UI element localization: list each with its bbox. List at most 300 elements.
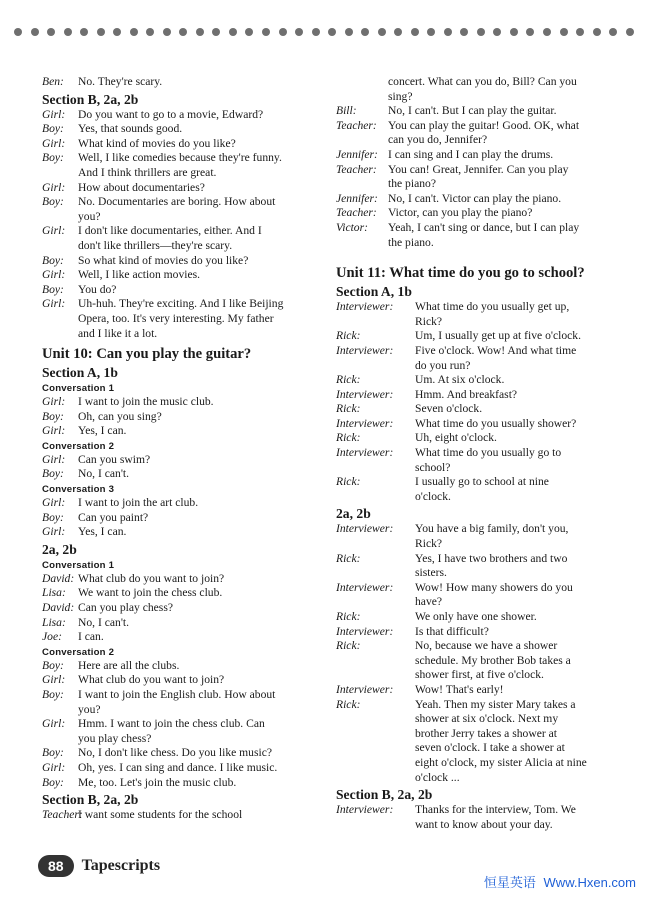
speaker-label: Girl: xyxy=(42,107,66,121)
border-dot xyxy=(80,28,88,36)
border-dot xyxy=(493,28,501,36)
dialogue-text: I want to join the English club. How about xyxy=(78,688,276,701)
watermark-cn: 恒星英语 xyxy=(483,875,536,890)
speaker-label: Girl: xyxy=(42,424,66,438)
dialogue-text: Uh-huh. They're exciting. And I like Beijing xyxy=(78,297,284,311)
dialogue-line xyxy=(336,133,612,148)
dialogue-text: I don't like documentaries, either. And I xyxy=(78,224,262,238)
dialogue-text: Rick? xyxy=(415,314,443,328)
border-dot xyxy=(543,28,551,36)
dialogue-text: What time do you usually go to xyxy=(415,446,562,460)
dialogue-line xyxy=(336,581,612,596)
conversation-heading: Conversation 3 xyxy=(42,484,115,496)
dialogue-line xyxy=(42,496,307,511)
speaker-label: Boy: xyxy=(42,195,64,209)
dialogue-text: eight o'clock, my sister Alicia at nine xyxy=(415,755,587,769)
speaker-label: Interviewer: xyxy=(336,580,394,594)
speaker-label xyxy=(42,166,78,181)
dialogue-line xyxy=(42,210,307,225)
dialogue-line xyxy=(336,236,612,251)
dialogue-line xyxy=(336,654,612,669)
border-dot xyxy=(64,28,72,36)
speaker-label: Boy: xyxy=(42,122,64,136)
dialogue-line xyxy=(42,659,307,674)
dialogue-text: No, I can't. Victor can play the piano. xyxy=(388,191,562,205)
dialogue-line xyxy=(336,315,612,330)
speaker-label xyxy=(336,654,415,669)
speaker-label: Boy: xyxy=(42,775,64,789)
dialogue-text: Oh, yes. I can sing and dance. I like music. xyxy=(78,760,278,774)
dialogue-text: Rick? xyxy=(415,537,443,551)
speaker-label: Boy: xyxy=(42,658,64,672)
speaker-label: Girl: xyxy=(42,717,66,731)
border-dot xyxy=(411,28,419,36)
dialogue-line xyxy=(42,108,307,123)
border-dot xyxy=(262,28,270,36)
dialogue-line xyxy=(336,552,612,567)
left-column xyxy=(42,75,307,823)
dialogue-text: What club do you want to join? xyxy=(78,673,225,687)
dialogue-line xyxy=(42,122,307,137)
speaker-label xyxy=(42,239,78,254)
border-dot xyxy=(229,28,237,36)
dialogue-text: Um. At six o'clock. xyxy=(415,373,505,387)
speaker-label xyxy=(336,727,415,742)
dialogue-text: Thanks for the interview, Tom. We xyxy=(415,803,576,817)
speaker-label xyxy=(336,595,415,610)
dialogue-text: Yes, I can. xyxy=(78,424,127,438)
dialogue-line xyxy=(42,572,307,587)
border-dot xyxy=(295,28,303,36)
dialogue-line xyxy=(336,221,612,236)
dialogue-text: Yes, I have two brothers and two xyxy=(415,551,568,565)
dialogue-text: Yeah. Then my sister Mary takes a xyxy=(415,697,576,711)
dialogue-text: What time do you usually shower? xyxy=(415,416,577,430)
border-dot xyxy=(130,28,138,36)
conversation-heading: Conversation 2 xyxy=(42,440,115,452)
dialogue-text: Here are all the clubs. xyxy=(78,658,180,672)
speaker-label: Rick: xyxy=(336,402,361,416)
speaker-label: Girl: xyxy=(42,136,66,150)
dialogue-line xyxy=(42,224,307,239)
section-heading: Section B, 2a, 2b xyxy=(42,91,139,107)
speaker-label xyxy=(336,461,415,476)
dialogue-line xyxy=(42,312,307,327)
speaker-label: Boy: xyxy=(42,688,64,701)
dialogue-line xyxy=(336,537,612,552)
dialogue-text: No, I can't. xyxy=(78,615,130,629)
dialogue-text: No. They're scary. xyxy=(78,75,163,88)
page-number: 88 xyxy=(38,855,74,877)
section-heading: 2a, 2b xyxy=(42,541,77,557)
unit-heading: Unit 10: Can you play the guitar? xyxy=(42,346,252,363)
dialogue-text: shower at six o'clock. Next my xyxy=(415,712,559,726)
speaker-label: Rick: xyxy=(336,610,361,623)
speaker-label: Girl: xyxy=(42,268,66,282)
speaker-label xyxy=(336,566,415,581)
dialogue-line xyxy=(42,808,307,823)
dialogue-text: I want some students for the school xyxy=(78,808,243,822)
speaker-label xyxy=(336,133,388,148)
border-dot xyxy=(609,28,617,36)
dialogue-text: Five o'clock. Wow! And what time xyxy=(415,343,577,357)
dialogue-line xyxy=(42,601,307,616)
border-dot xyxy=(97,28,105,36)
right-column xyxy=(336,75,612,832)
dialogue-line xyxy=(42,453,307,468)
speaker-label: Rick: xyxy=(336,329,361,343)
dialogue-line xyxy=(42,283,307,298)
border-dot xyxy=(510,28,518,36)
dialogue-text: Hmm. I want to join the chess club. Can xyxy=(78,717,265,731)
speaker-label xyxy=(336,315,415,330)
dialogue-line xyxy=(336,698,612,713)
dialogue-text: you? xyxy=(78,702,101,716)
border-dot xyxy=(444,28,452,36)
dialogue-line xyxy=(336,727,612,742)
border-dot xyxy=(179,28,187,36)
dialogue-line xyxy=(42,717,307,732)
speaker-label: Girl: xyxy=(42,297,66,311)
speaker-label xyxy=(336,75,388,90)
watermark xyxy=(480,872,636,891)
speaker-label: Teacher: xyxy=(336,118,377,132)
border-dot xyxy=(378,28,386,36)
section-heading: Section B, 2a, 2b xyxy=(42,792,139,808)
speaker-label xyxy=(42,327,78,342)
speaker-label xyxy=(42,210,78,225)
dialogue-line xyxy=(42,151,307,166)
dialogue-text: have? xyxy=(415,595,443,609)
dialogue-line xyxy=(336,206,612,221)
speaker-label: Rick: xyxy=(336,475,361,489)
speaker-label: Interviewer: xyxy=(336,416,394,430)
border-dot xyxy=(196,28,204,36)
dialogue-line xyxy=(42,75,307,90)
border-dot xyxy=(593,28,601,36)
speaker-label: Rick: xyxy=(336,639,361,653)
dialogue-line xyxy=(42,673,307,688)
dialogue-line xyxy=(42,746,307,761)
border-dot xyxy=(526,28,534,36)
dialogue-text: seven o'clock. I take a shower at xyxy=(415,741,565,755)
dialogue-text: Uh, eight o'clock. xyxy=(415,431,497,445)
dialogue-text: Well, I like comedies because they're funny. xyxy=(78,151,282,165)
dialogue-line xyxy=(336,475,612,490)
speaker-label: Girl: xyxy=(42,673,66,687)
dialogue-text: Well, I like action movies. xyxy=(78,268,201,282)
dialogue-line xyxy=(336,639,612,654)
unit-heading: Unit 11: What time do you go to school? xyxy=(336,265,585,282)
dialogue-text: You have a big family, don't you, xyxy=(415,522,569,536)
dialogue-text: don't like thrillers—they're scary. xyxy=(78,238,233,252)
dialogue-line xyxy=(336,344,612,359)
dialogue-line xyxy=(336,625,612,640)
dialogue-text: can you do, Jennifer? xyxy=(388,133,488,147)
dialogue-text: want to know about your day. xyxy=(415,817,553,831)
dialogue-line xyxy=(42,511,307,526)
speaker-label: Teacher: xyxy=(42,808,83,822)
dialogue-line xyxy=(42,239,307,254)
speaker-label: Joe: xyxy=(42,630,62,644)
dialogue-text: I usually go to school at nine xyxy=(415,475,549,489)
dialogue-line xyxy=(336,388,612,403)
section-heading: Section B, 2a, 2b xyxy=(336,787,433,803)
speaker-label: Rick: xyxy=(336,697,361,711)
dialogue-line xyxy=(42,467,307,482)
dialogue-text: No, I don't like chess. Do you like music? xyxy=(78,746,272,760)
top-dot-border xyxy=(14,28,634,38)
speaker-label: Boy: xyxy=(42,746,64,760)
border-dot xyxy=(345,28,353,36)
dialogue-text: No, I can't. But I can play the guitar. xyxy=(388,104,557,118)
dialogue-text: Hmm. And breakfast? xyxy=(415,387,518,401)
dialogue-line xyxy=(336,446,612,461)
speaker-label: Rick: xyxy=(336,373,361,387)
dialogue-line xyxy=(42,195,307,210)
dialogue-text: Yes, I can. xyxy=(78,525,127,539)
dialogue-text: So what kind of movies do you like? xyxy=(78,253,249,267)
dialogue-text: sing? xyxy=(388,89,413,103)
speaker-label: Boy: xyxy=(42,282,64,296)
dialogue-text: sisters. xyxy=(415,566,447,580)
dialogue-text: Yes, that sounds good. xyxy=(78,122,183,136)
speaker-label: Jennifer: xyxy=(336,147,378,161)
border-dot xyxy=(460,28,468,36)
dialogue-text: Yeah, I can't sing or dance, but I can play xyxy=(388,220,580,234)
dialogue-text: I want to join the art club. xyxy=(78,496,199,510)
dialogue-text: No, because we have a shower xyxy=(415,639,558,653)
speaker-label xyxy=(336,756,415,771)
dialogue-text: Victor, can you play the piano? xyxy=(388,206,533,220)
dialogue-text: And I think thrillers are great. xyxy=(78,165,217,179)
dialogue-text: and I like it a lot. xyxy=(78,326,158,340)
speaker-label xyxy=(336,359,415,374)
speaker-label xyxy=(336,771,415,786)
dialogue-text: o'clock. xyxy=(415,489,451,503)
speaker-label: Boy: xyxy=(42,467,64,481)
dialogue-text: Wow! How many showers do you xyxy=(415,580,573,594)
dialogue-line xyxy=(42,630,307,645)
dialogue-line xyxy=(42,424,307,439)
speaker-label: Girl: xyxy=(42,180,66,194)
dialogue-line xyxy=(336,402,612,417)
dialogue-text: the piano? xyxy=(388,177,436,191)
border-dot xyxy=(477,28,485,36)
dialogue-line xyxy=(336,75,612,90)
dialogue-text: You can! Great, Jennifer. Can you play xyxy=(388,162,569,176)
dialogue-line xyxy=(336,329,612,344)
dialogue-line xyxy=(336,431,612,446)
border-dot xyxy=(47,28,55,36)
dialogue-text: No. Documentaries are boring. How about xyxy=(78,195,276,209)
dialogue-text: Is that difficult? xyxy=(415,624,489,638)
speaker-label: Jennifer: xyxy=(336,191,378,205)
speaker-label: David: xyxy=(42,601,75,615)
dialogue-line xyxy=(42,395,307,410)
speaker-label: Girl: xyxy=(42,224,66,238)
dialogue-line xyxy=(42,297,307,312)
right-column-continuation xyxy=(336,75,612,250)
dialogue-line xyxy=(336,490,612,505)
speaker-label xyxy=(336,537,415,552)
dialogue-text: I can. xyxy=(78,630,104,644)
section-heading: 2a, 2b xyxy=(336,506,371,522)
dialogue-line xyxy=(336,417,612,432)
speaker-label: Interviewer: xyxy=(336,682,394,696)
dialogue-line xyxy=(336,771,612,786)
border-dot xyxy=(113,28,121,36)
border-dot xyxy=(328,28,336,36)
border-dot xyxy=(14,28,22,36)
dialogue-line xyxy=(42,688,307,703)
speaker-label xyxy=(336,741,415,756)
dialogue-line xyxy=(336,595,612,610)
speaker-label: David: xyxy=(42,571,75,585)
border-dot xyxy=(245,28,253,36)
speaker-label xyxy=(42,732,78,747)
dialogue-line xyxy=(42,525,307,540)
speaker-label: Girl: xyxy=(42,395,66,409)
speaker-label: Interviewer: xyxy=(336,522,394,536)
border-dot xyxy=(576,28,584,36)
dialogue-line xyxy=(336,373,612,388)
speaker-label: Girl: xyxy=(42,496,66,510)
speaker-label: Interviewer: xyxy=(336,343,394,357)
dialogue-line xyxy=(336,90,612,105)
dialogue-text: Seven o'clock. xyxy=(415,402,483,416)
dialogue-text: Can you swim? xyxy=(78,452,151,466)
dialogue-text: How about documentaries? xyxy=(78,180,205,194)
dialogue-line xyxy=(42,254,307,269)
dialogue-text: shower first, at five o'clock. xyxy=(415,668,544,682)
dialogue-text: We want to join the chess club. xyxy=(78,586,223,600)
dialogue-text: You can play the guitar! Good. OK, what xyxy=(388,118,580,132)
dialogue-text: What club do you want to join? xyxy=(78,571,225,585)
dialogue-line xyxy=(336,177,612,192)
dialogue-line xyxy=(336,104,612,119)
dialogue-text: do you run? xyxy=(415,358,471,372)
dialogue-text: We only have one shower. xyxy=(415,610,537,623)
dialogue-text: What kind of movies do you like? xyxy=(78,136,236,150)
dialogue-line xyxy=(336,300,612,315)
dialogue-text: You do? xyxy=(78,282,117,296)
dialogue-line xyxy=(336,668,612,683)
dialogue-text: Me, too. Let's join the music club. xyxy=(78,775,237,789)
dialogue-line xyxy=(336,803,612,818)
dialogue-text: What time do you usually get up, xyxy=(415,300,570,314)
right-column-unit-11 xyxy=(336,264,612,832)
border-dot xyxy=(146,28,154,36)
dialogue-line xyxy=(336,712,612,727)
speaker-label xyxy=(336,236,388,251)
speaker-label: Rick: xyxy=(336,431,361,445)
speaker-label: Lisa: xyxy=(42,586,66,600)
speaker-label: Boy: xyxy=(42,409,64,423)
dialogue-text: o'clock ... xyxy=(415,770,460,784)
dialogue-text: Can you paint? xyxy=(78,510,149,524)
dialogue-line xyxy=(42,166,307,181)
conversation-heading: Conversation 2 xyxy=(42,646,115,658)
border-dot xyxy=(279,28,287,36)
dialogue-text: schedule. My brother Bob takes a xyxy=(415,653,571,667)
dialogue-line xyxy=(336,163,612,178)
dialogue-line xyxy=(42,732,307,747)
dialogue-text: Wow! That's early! xyxy=(415,682,504,696)
speaker-label: Boy: xyxy=(42,253,64,267)
speaker-label: Interviewer: xyxy=(336,387,394,401)
footer-section-label: Tapescripts xyxy=(81,857,161,874)
dialogue-text: brother Jerry takes a shower at xyxy=(415,726,557,740)
speaker-label: Bill: xyxy=(336,104,357,118)
speaker-label: Interviewer: xyxy=(336,803,394,817)
speaker-label xyxy=(336,177,388,192)
dialogue-line xyxy=(336,683,612,698)
speaker-label xyxy=(336,90,388,105)
speaker-label: Rick: xyxy=(336,551,361,565)
speaker-label: Lisa: xyxy=(42,615,66,629)
dialogue-line xyxy=(336,741,612,756)
dialogue-line xyxy=(336,148,612,163)
dialogue-line xyxy=(42,616,307,631)
dialogue-text: school? xyxy=(415,460,451,474)
dialogue-line xyxy=(42,181,307,196)
dialogue-text: Oh, can you sing? xyxy=(78,409,162,423)
dialogue-text: Can you play chess? xyxy=(78,601,173,615)
dialogue-text: No, I can't. xyxy=(78,467,130,481)
speaker-label xyxy=(336,818,415,833)
dialogue-text: you? xyxy=(78,209,101,223)
dialogue-line xyxy=(42,410,307,425)
speaker-label: Interviewer: xyxy=(336,446,394,460)
speaker-label xyxy=(336,668,415,683)
dialogue-line xyxy=(336,610,612,625)
dialogue-line xyxy=(336,522,612,537)
dialogue-line xyxy=(336,756,612,771)
speaker-label: Boy: xyxy=(42,510,64,524)
dialogue-text: Do you want to go to a movie, Edward? xyxy=(78,107,264,121)
speaker-label: Teacher: xyxy=(336,162,377,176)
dialogue-line xyxy=(336,359,612,374)
conversation-heading: Conversation 1 xyxy=(42,383,115,395)
dialogue-text: Opera, too. It's very interesting. My father xyxy=(78,311,274,325)
conversation-heading: Conversation 1 xyxy=(42,559,115,571)
speaker-label: Girl: xyxy=(42,525,66,539)
dialogue-text: you play chess? xyxy=(78,731,152,745)
dialogue-line xyxy=(336,566,612,581)
border-dot xyxy=(560,28,568,36)
border-dot xyxy=(394,28,402,36)
speaker-label: Ben: xyxy=(42,75,64,88)
dialogue-line xyxy=(42,776,307,791)
speaker-label xyxy=(336,490,415,505)
section-heading: Section A, 1b xyxy=(336,284,412,300)
border-dot xyxy=(163,28,171,36)
dialogue-line xyxy=(42,703,307,718)
border-dot xyxy=(212,28,220,36)
watermark-url: Www.Hxen.com xyxy=(543,875,636,890)
dialogue-line xyxy=(42,137,307,152)
dialogue-line xyxy=(336,818,612,833)
dialogue-line xyxy=(336,461,612,476)
dialogue-line xyxy=(42,268,307,283)
border-dot xyxy=(427,28,435,36)
dialogue-text: I can sing and I can play the drums. xyxy=(388,147,554,161)
dialogue-line xyxy=(42,761,307,776)
speaker-label xyxy=(42,703,78,718)
speaker-label xyxy=(336,712,415,727)
speaker-label: Interviewer: xyxy=(336,300,394,314)
